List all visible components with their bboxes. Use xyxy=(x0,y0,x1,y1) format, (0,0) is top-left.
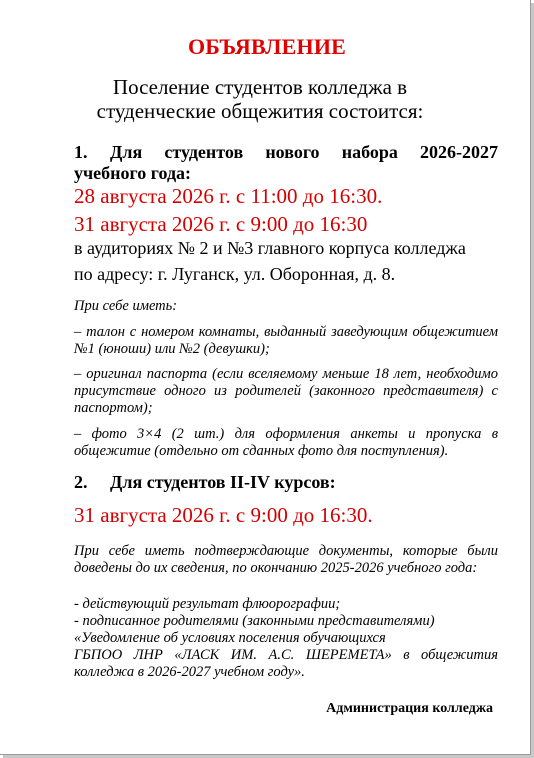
section-1-item-2: – оригинал паспорта (если вселяемому меньше 18 лет, необходимо присутствие одного из родителей (законного представителя) с паспортом); xyxy=(74,366,498,416)
section-2-text: При себе иметь подтверждающие документы, которые были доведены до их сведения, по окончанию 2025-2026 учебного года: xyxy=(74,543,498,576)
section-1-heading xyxy=(74,142,498,184)
section-2-item-3-line-1: «Уведомление об условиях поселения обучающихся xyxy=(74,630,386,646)
signature: Администрация колледжа xyxy=(326,701,493,716)
section-2-heading-text: Для студентов II-IV курсов: xyxy=(110,472,336,492)
section-1-date-1: 28 августа 2026 г. с 11:00 до 16:30. xyxy=(74,184,383,208)
intro-text xyxy=(60,75,460,123)
intro-line-1: Поселение студентов колледжа в xyxy=(112,75,408,99)
announcement-title: ОБЪЯВЛЕНИЕ xyxy=(187,34,347,59)
section-2-item-1: - действующий результат флюорографии; xyxy=(74,596,341,612)
section-2-heading xyxy=(74,472,336,493)
section-1-heading-text: Для студентов нового набора 2026-2027 учебного года: xyxy=(74,142,498,183)
section-1-number: 1. xyxy=(74,142,88,162)
section-1-place-line-1: в аудиториях № 2 и №3 главного корпуса колледжа xyxy=(74,238,466,258)
section-1-bring-label: При себе иметь: xyxy=(74,298,178,314)
intro-line-2: студенческие общежития состоится: xyxy=(96,99,424,123)
section-2-item-3-rest: ГБПОО ЛНР «ЛАСК ИМ. А.С. ШЕРЕМЕТА» в общежития колледжа в 2026-2027 учебном году». xyxy=(74,647,498,680)
section-1-date-2: 31 августа 2026 г. с 9:00 до 16:30 xyxy=(74,212,368,236)
section-2-number: 2. xyxy=(74,472,88,492)
section-1-item-3: – фото 3×4 (2 шт.) для оформления анкеты и пропуска в общежитие (отдельно от сданных фото для поступления). xyxy=(74,426,498,459)
section-2-date: 31 августа 2026 г. с 9:00 до 16:30. xyxy=(74,503,373,527)
section-2-item-2: - подписанное родителями (законными представителями) xyxy=(74,613,435,629)
section-1-place-line-2: по адресу: г. Луганск, ул. Оборонная, д. 8. xyxy=(74,264,396,284)
section-1-item-1: – талон с номером комнаты, выданный заведующим общежитием №1 (юноши) или №2 (девушки); xyxy=(74,324,498,357)
